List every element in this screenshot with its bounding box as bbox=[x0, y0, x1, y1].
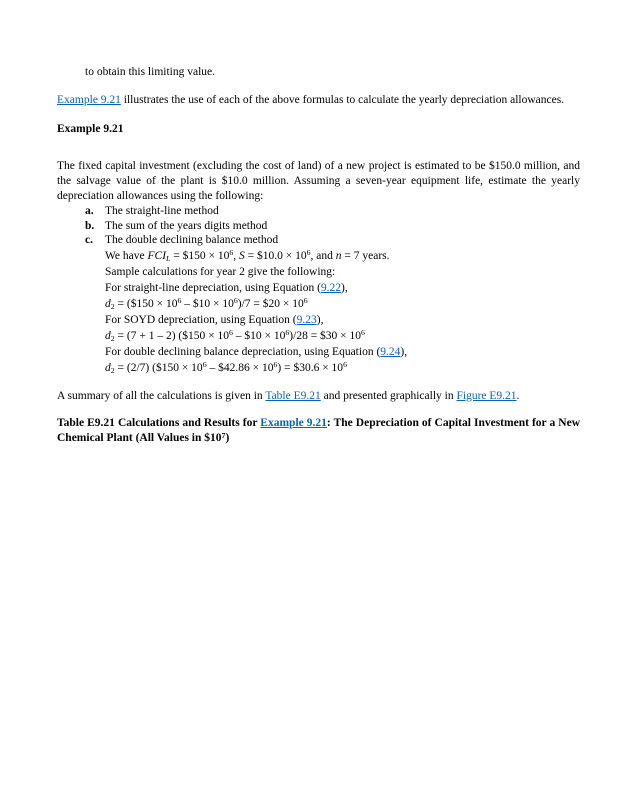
text-segment: : The Depreciation of Capital Investment for a New Chemical Plant (All Values in $10 bbox=[57, 416, 581, 444]
inline-link[interactable]: 9.23 bbox=[296, 313, 317, 326]
text-segment: 2 bbox=[110, 334, 115, 343]
text-segment: , and bbox=[310, 249, 336, 262]
text-segment: ), bbox=[400, 345, 408, 358]
example-heading: Example 9.21 bbox=[57, 123, 124, 135]
calculation-block bbox=[105, 248, 580, 376]
text-segment: d bbox=[105, 361, 111, 374]
given-values-line bbox=[105, 248, 580, 264]
text-segment: FCI bbox=[147, 249, 167, 262]
text-segment: – $42.86 × 10 bbox=[206, 361, 274, 374]
text-segment: = (7 + 1 – 2) ($150 × 10 bbox=[114, 329, 229, 342]
text-segment: 6 bbox=[343, 360, 347, 370]
text-segment: . bbox=[516, 389, 520, 402]
text-segment: L bbox=[166, 254, 171, 263]
sample-calc-intro-line bbox=[105, 264, 580, 280]
text-segment: 7 bbox=[221, 430, 226, 440]
straight-line-equation bbox=[105, 296, 580, 312]
text-segment: 6 bbox=[303, 296, 308, 306]
text-segment: d bbox=[105, 297, 111, 310]
summary-paragraph bbox=[57, 389, 580, 404]
text-segment: = ($150 × 10 bbox=[114, 297, 178, 310]
text-segment: For double declining balance depreciation, using Equation ( bbox=[105, 345, 381, 358]
text-segment: ), bbox=[316, 313, 324, 326]
inline-link[interactable]: Example 9.21 bbox=[260, 416, 327, 429]
list-item bbox=[85, 233, 580, 248]
list-item bbox=[85, 219, 580, 234]
text-segment: = (2/7) ($150 × 10 bbox=[114, 361, 203, 374]
text-segment: , bbox=[233, 249, 240, 262]
text-segment: 6 bbox=[177, 296, 182, 306]
text-segment: = $10.0 × 10 bbox=[244, 249, 307, 262]
text-segment: n bbox=[335, 249, 342, 262]
text-segment: Sample calculations for year 2 give the following: bbox=[105, 265, 336, 278]
text-segment: 2 bbox=[110, 366, 115, 375]
list-item bbox=[85, 204, 580, 219]
text-segment: and presented graphically in bbox=[320, 389, 457, 402]
soyd-equation bbox=[105, 328, 580, 344]
soyd-label bbox=[105, 312, 580, 328]
text-segment: – $10 × 10 bbox=[181, 297, 234, 310]
lead-paragraph bbox=[57, 93, 580, 108]
tail-paragraph: to obtain this limiting value. bbox=[85, 66, 216, 78]
ddb-equation bbox=[105, 360, 580, 376]
text-segment: 6 bbox=[361, 328, 365, 338]
text-segment: ) = $30.6 × 10 bbox=[277, 361, 344, 374]
text-segment: 6 bbox=[229, 248, 234, 258]
text-segment: d bbox=[105, 329, 111, 342]
text-segment: ), bbox=[341, 281, 348, 294]
problem-paragraph: The fixed capital investment (excluding the cost of land) of a new project is estimated to be $150.0 million, and the salvage value of the plant is $10.0 million. Assuming a seven-year equipment life, estimate the yearly depreciation allowances using the following: bbox=[57, 160, 580, 202]
text-segment: 2 bbox=[110, 302, 115, 311]
text-segment: = 7 years. bbox=[341, 249, 390, 262]
text-segment: We have bbox=[105, 249, 148, 262]
inline-link[interactable]: Example 9.21 bbox=[57, 94, 121, 106]
table-caption bbox=[57, 416, 580, 447]
text-segment: 6 bbox=[273, 360, 278, 370]
text-segment: 6 bbox=[233, 296, 238, 306]
list-item-label: a. bbox=[85, 205, 94, 217]
text-segment: = $150 × 10 bbox=[170, 249, 230, 262]
list-item-text: The sum of the years digits method bbox=[105, 219, 268, 232]
inline-link[interactable]: 9.22 bbox=[320, 281, 342, 294]
inline-link[interactable]: 9.24 bbox=[380, 345, 401, 358]
text-segment: ) bbox=[225, 432, 230, 444]
text-segment: illustrates the use of each of the above formulas to calculate the yearly depreciation allowances. bbox=[120, 94, 565, 106]
text-segment: 6 bbox=[228, 328, 233, 338]
straight-line-label bbox=[105, 280, 580, 296]
text-segment: )/28 = $30 × 10 bbox=[289, 329, 362, 342]
text-segment: )/7 = $20 × 10 bbox=[237, 297, 304, 310]
list-item-text: The straight-line method bbox=[105, 205, 219, 217]
text-segment: S bbox=[239, 249, 245, 262]
text-segment: – $10 × 10 bbox=[232, 329, 286, 342]
text-segment: 6 bbox=[306, 248, 311, 258]
list-item-text: The double declining balance method bbox=[105, 234, 279, 246]
text-segment: Table E9.21 Calculations and Results for bbox=[57, 416, 261, 429]
list-item-label: c. bbox=[85, 234, 93, 246]
inline-link[interactable]: Figure E9.21 bbox=[456, 389, 517, 402]
list-item-label: b. bbox=[85, 219, 95, 232]
text-segment: For SOYD depreciation, using Equation ( bbox=[105, 313, 297, 326]
text-segment: 6 bbox=[285, 328, 290, 338]
text-segment: A summary of all the calculations is given in bbox=[57, 389, 266, 402]
text-segment: 6 bbox=[202, 360, 207, 370]
text-segment: For straight-line depreciation, using Equation ( bbox=[105, 281, 321, 294]
inline-link[interactable]: Table E9.21 bbox=[265, 389, 321, 402]
method-list bbox=[85, 204, 580, 248]
ddb-label bbox=[105, 344, 580, 360]
